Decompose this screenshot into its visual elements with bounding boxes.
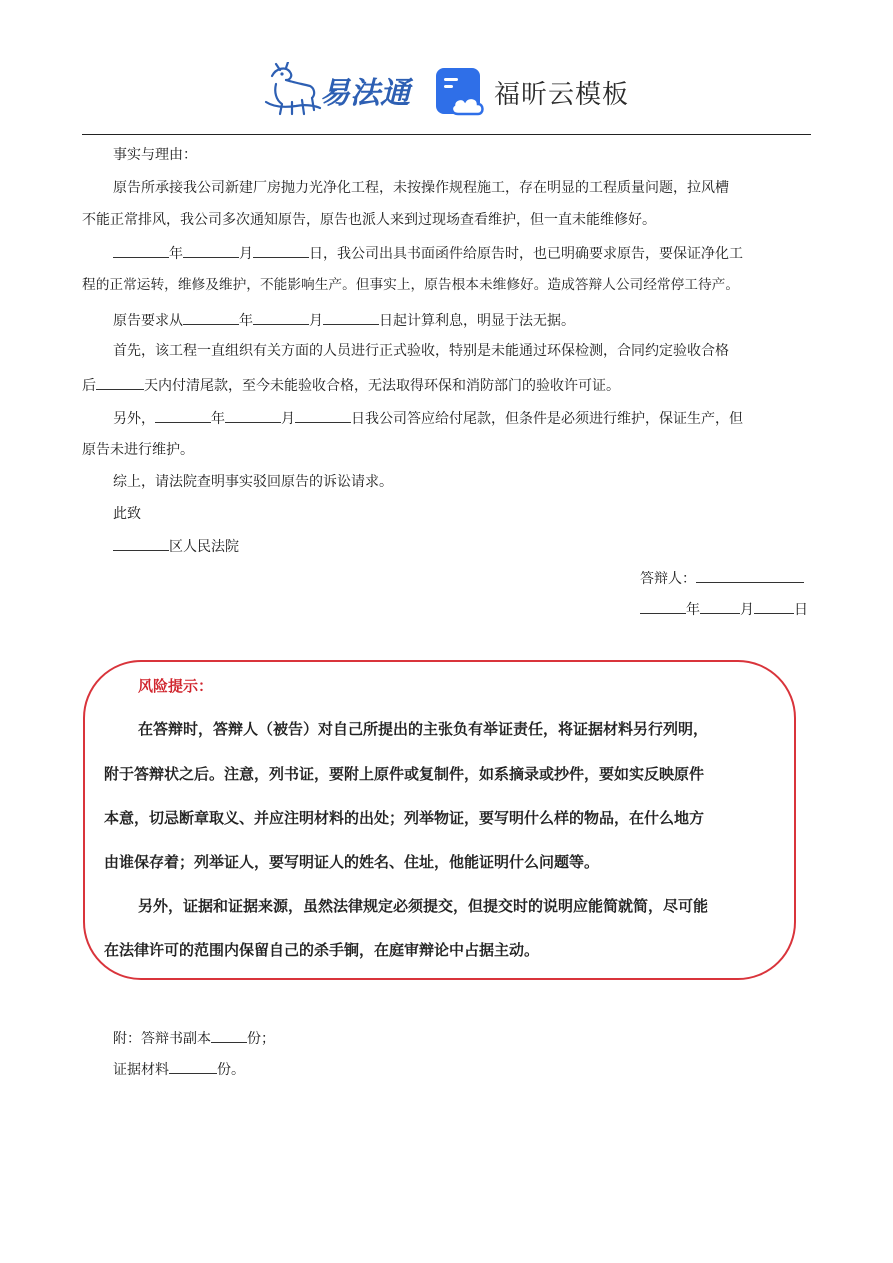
text: 日我公司答应给付尾款，但条件是必须进行维护，保证生产，但 [351,411,743,427]
fill-blank [211,1027,247,1043]
text: 不能正常排风，我公司多次通知原告，原告也派人来到过现场查看维护，但一直未能维修好。 [82,212,656,228]
yifatong-logo [262,62,414,118]
attachment-line [113,1027,275,1049]
text: 原告要求从 [113,313,183,329]
paragraph-line [113,309,575,331]
header-divider [82,134,811,135]
fill-blank [183,242,239,258]
text: 原告未进行维护。 [82,442,194,458]
text: 日 [794,602,808,618]
court-line [113,535,239,557]
fuxin-logo-text: 福昕云模板 [494,80,630,110]
text: 此致 [113,506,141,522]
fill-blank [253,309,309,325]
text: 月 [309,313,323,329]
fill-blank [700,598,740,614]
risk-notice-line: 本意，切忌断章取义、并应注明材料的出处；列举物证，要写明什么样的物品，在什么地方 [104,809,705,827]
salutation [113,504,141,524]
text: 日，我公司出具书面函件给原告时，也已明确要求原告，要保证净化工 [309,246,743,262]
text: 附：答辩书副本 [113,1031,211,1047]
text: 程的正常运转，维修及维护，不能影响生产。但事实上，原告根本未维修好。造成答辩人公司经常停工待产。 [82,277,740,293]
text: 月 [281,411,295,427]
text: 事实与理由： [113,147,197,163]
text: 月 [740,602,754,618]
respondent-signature [640,567,804,589]
fill-blank [169,1058,217,1074]
paragraph-line [82,440,194,460]
risk-notice-line: 在法律许可的范围内保留自己的杀手锏，在庭审辩论中占据主动。 [104,941,540,959]
fill-blank [113,535,169,551]
cloud-document-icon [434,66,486,118]
section-heading [113,145,197,165]
risk-notice-line: 在答辩时，答辩人（被告）对自己所提出的主张负有举证责任，将证据材料另行列明， [138,720,709,738]
fill-blank [96,374,144,390]
risk-notice-line: 另外，证据和证据来源，虽然法律规定必须提交，但提交时的说明应能简就简，尽可能 [138,897,709,915]
attachment-line [113,1058,245,1080]
paragraph-line [82,374,620,396]
page-header [0,58,893,120]
paragraph-line [82,210,656,230]
fill-blank [295,407,351,423]
text: 年 [239,313,253,329]
paragraph-line [113,242,743,264]
fill-blank [225,407,281,423]
fill-blank [253,242,309,258]
fill-blank [183,309,239,325]
text: 首先，该工程一直组织有关方面的人员进行正式验收，特别是未能通过环保检测，合同约定验收合格 [113,343,729,359]
risk-notice-line: 由谁保存着；列举证人，要写明证人的姓名、住址，他能证明什么问题等。 [104,853,600,871]
text: 后 [82,378,96,394]
fill-blank [696,567,804,583]
text: 份。 [217,1062,245,1078]
paragraph-line [113,178,729,198]
text: 天内付清尾款，至今未能验收合格，无法取得环保和消防部门的验收许可证。 [144,378,620,394]
fill-blank [640,598,686,614]
text: 年 [169,246,183,262]
fill-blank [155,407,211,423]
yifatong-logo-text: 易法通 [320,76,410,111]
text: 年 [686,602,700,618]
fuxin-logo [434,66,644,118]
text: 另外， [113,411,155,427]
fill-blank [754,598,794,614]
qilin-icon [262,62,322,118]
paragraph-line [113,472,393,492]
text: 年 [211,411,225,427]
text: 综上，请法院查明事实驳回原告的诉讼请求。 [113,474,393,490]
text: 份； [247,1031,275,1047]
text: 日起计算利息，明显于法无据。 [379,313,575,329]
paragraph-line [113,407,743,429]
risk-notice-title: 风险提示： [138,677,214,695]
text: 答辩人： [640,571,696,587]
fill-blank [323,309,379,325]
text: 证据材料 [113,1062,169,1078]
fill-blank [113,242,169,258]
paragraph-line [82,275,739,295]
risk-notice-line: 附于答辩状之后。注意，列书证，要附上原件或复制件，如系摘录或抄件，要如实反映原件 [104,765,705,783]
paragraph-line [113,341,729,361]
text: 月 [239,246,253,262]
signature-date [640,598,808,620]
text: 原告所承接我公司新建厂房抛力光净化工程，未按操作规程施工，存在明显的工程质量问题，拉风槽 [113,180,729,196]
text: 区人民法院 [169,539,239,555]
